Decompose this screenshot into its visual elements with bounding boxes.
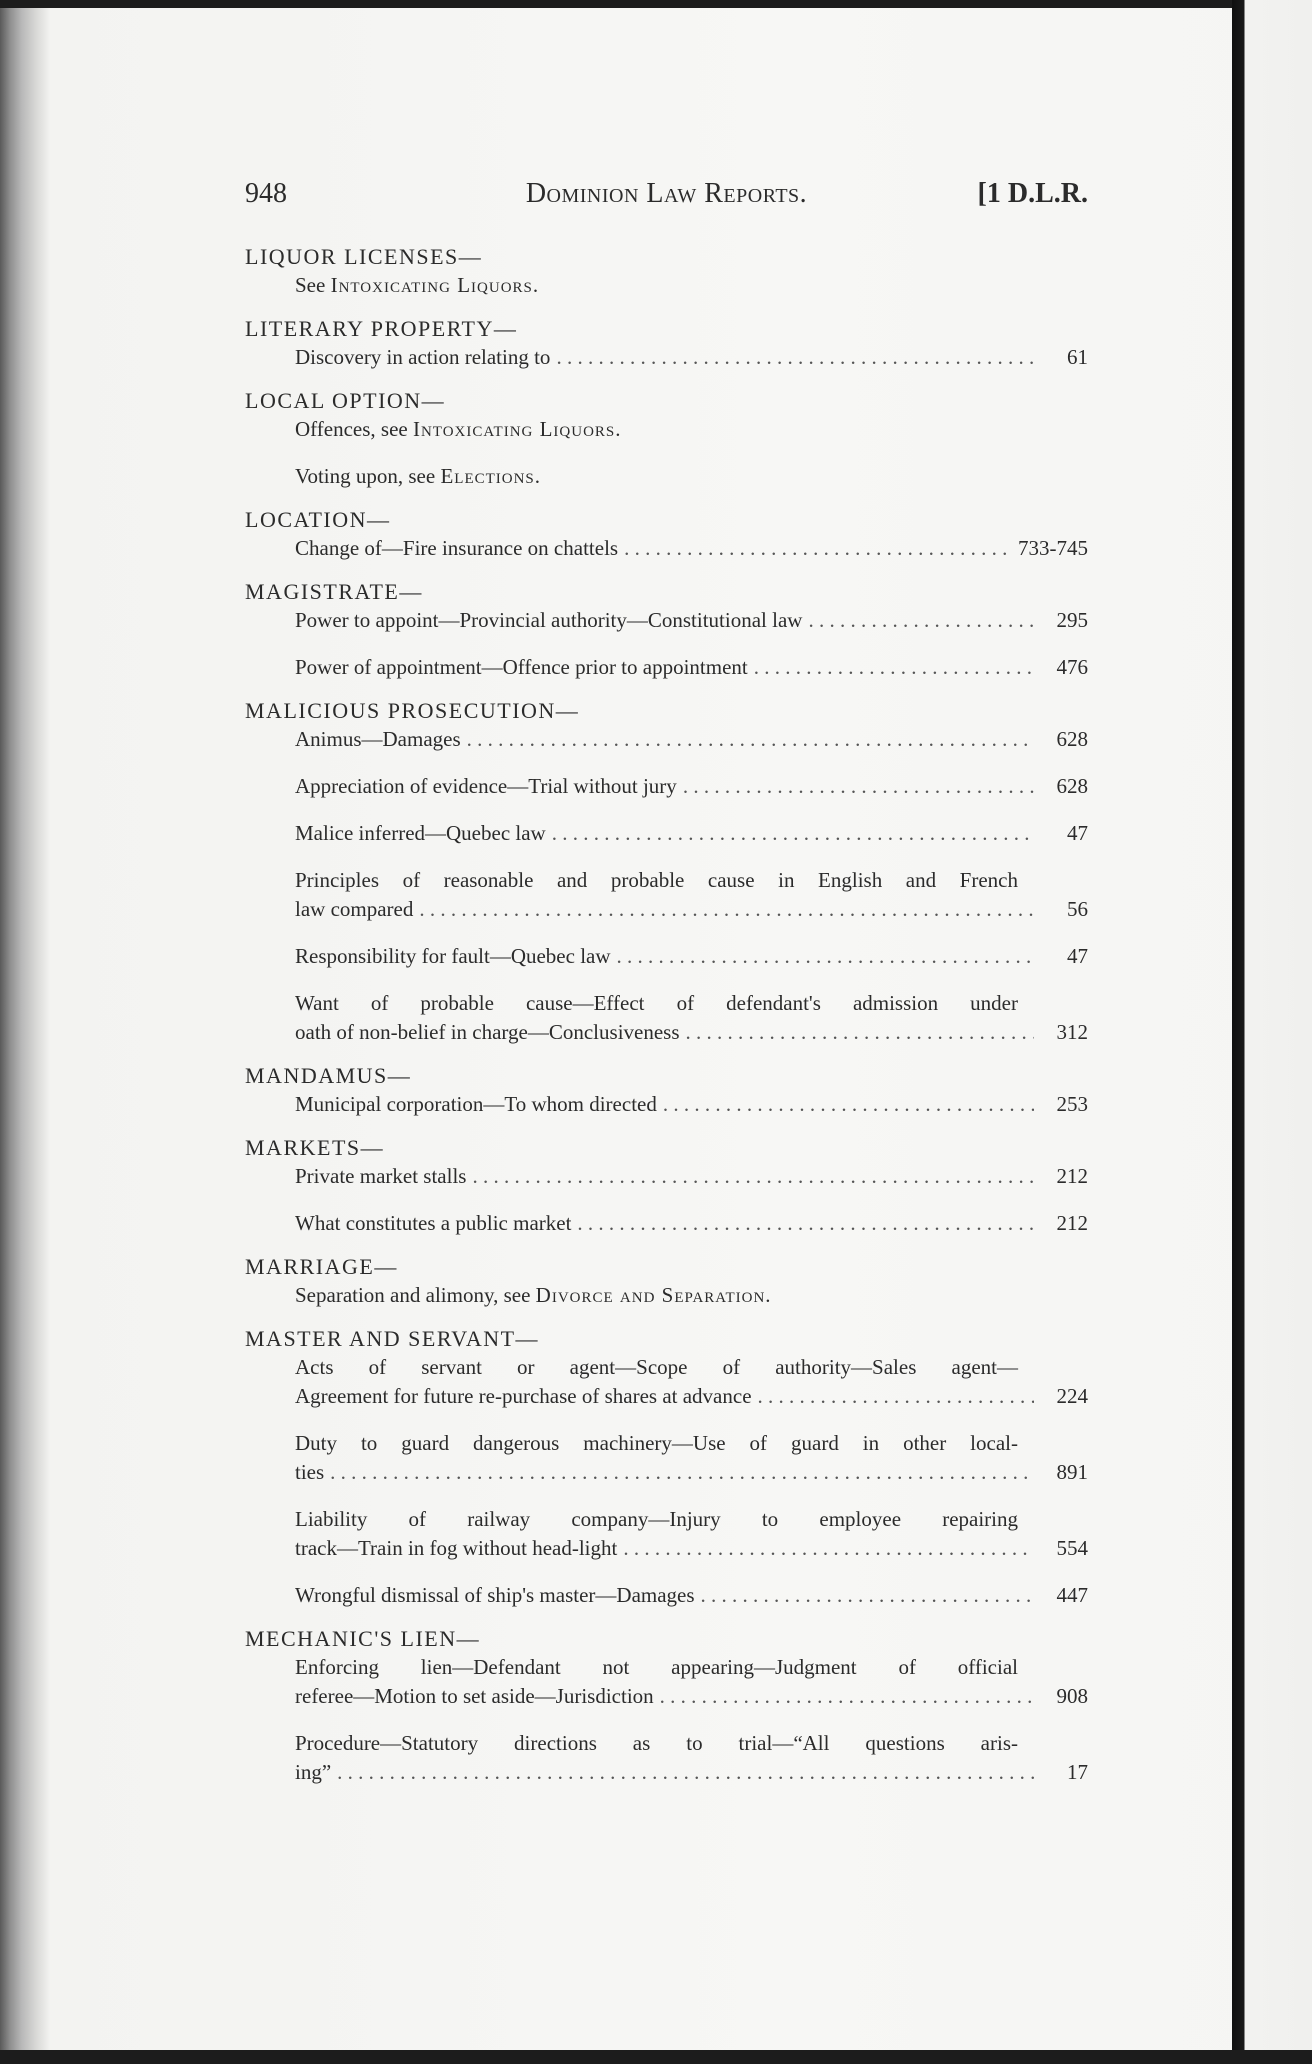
index-subentry xyxy=(295,415,1088,444)
index-subentry xyxy=(295,1581,1088,1610)
index-subentry xyxy=(295,866,1088,924)
index-heading: LIQUOR LICENSES— xyxy=(245,244,483,269)
subentry-text: See Intoxicating Liquors. xyxy=(295,273,540,297)
subentry-text: ties xyxy=(295,1460,325,1484)
index-subentry xyxy=(295,772,1088,801)
subentry-text: Discovery in action relating to xyxy=(295,345,551,369)
dot-leader xyxy=(686,1018,1034,1047)
subentry-text: Malice inferred—Quebec law xyxy=(295,821,546,845)
page-reference: 47 xyxy=(1067,944,1088,968)
index-subentry xyxy=(295,1353,1088,1411)
subentry-text-line: Want of probable cause—Effect of defendant's admission under xyxy=(295,991,1018,1015)
page-reference: 295 xyxy=(1056,608,1088,632)
dot-leader xyxy=(556,343,1034,372)
subentry-text-line: Duty to guard dangerous machinery—Use of guard in other local- xyxy=(295,1431,1018,1455)
index-heading: MASTER AND SERVANT— xyxy=(245,1326,540,1351)
dot-leader xyxy=(623,1534,1034,1563)
dot-leader xyxy=(419,895,1034,924)
page-reference: 628 xyxy=(1056,774,1088,798)
page-reference: 224 xyxy=(1056,1384,1088,1408)
subentry-text: track—Train in fog without head-light xyxy=(295,1536,618,1560)
index-subentry xyxy=(295,1505,1088,1563)
subentry-text: oath of non-belief in charge—Conclusiveness xyxy=(295,1020,680,1044)
index-subentry xyxy=(295,725,1088,754)
cross-reference: Intoxicating Liquors. xyxy=(330,273,540,297)
subentry-text: referee—Motion to set aside—Jurisdiction xyxy=(295,1684,654,1708)
facing-page-edge xyxy=(1232,0,1312,2064)
dot-leader xyxy=(683,772,1034,801)
page-reference: 253 xyxy=(1056,1092,1088,1116)
index-heading: MECHANIC'S LIEN— xyxy=(245,1626,481,1651)
index-heading: MARRIAGE— xyxy=(245,1254,398,1279)
index-subentry xyxy=(295,1162,1088,1191)
subentry-text-line: Principles of reasonable and probable cause in English and French xyxy=(295,868,1018,892)
subentry-text-line: Procedure—Statutory directions as to trial—“All questions aris- xyxy=(295,1731,1018,1755)
page-reference: 476 xyxy=(1056,655,1088,679)
page-reference: 61 xyxy=(1067,345,1088,369)
page-reference: 312 xyxy=(1056,1020,1088,1044)
dot-leader xyxy=(467,725,1034,754)
index-subentry xyxy=(295,462,1088,491)
page-number: 948 xyxy=(245,178,287,209)
index-heading: MALICIOUS PROSECUTION— xyxy=(245,698,580,723)
subentry-text: Power of appointment—Offence prior to appointment xyxy=(295,655,748,679)
index-subentry xyxy=(295,343,1088,372)
index-subentry xyxy=(295,653,1088,682)
cross-reference: Intoxicating Liquors. xyxy=(412,417,622,441)
subentry-text: Animus—Damages xyxy=(295,727,461,751)
dot-leader xyxy=(758,1382,1034,1411)
subentry-text: Separation and alimony, see Divorce and Separation. xyxy=(295,1283,772,1307)
index-subentry xyxy=(295,989,1088,1047)
journal-title: Dominion Law Reports. xyxy=(525,178,808,209)
page-reference: 447 xyxy=(1056,1583,1088,1607)
dot-leader xyxy=(472,1162,1034,1191)
index-entries xyxy=(245,242,1088,1787)
bottom-edge xyxy=(0,2050,1312,2064)
page-reference: 56 xyxy=(1067,897,1088,921)
dot-leader xyxy=(754,653,1034,682)
subentry-text: Appreciation of evidence—Trial without jury xyxy=(295,774,677,798)
page-reference: 47 xyxy=(1067,821,1088,845)
index-heading: LOCAL OPTION— xyxy=(245,388,446,413)
page-reference: 628 xyxy=(1056,727,1088,751)
index-subentry xyxy=(295,606,1088,635)
index-subentry xyxy=(295,534,1088,563)
index-subentry xyxy=(295,1429,1088,1487)
subentry-text: Power to appoint—Provincial authority—Constitutional law xyxy=(295,608,803,632)
page-reference: 908 xyxy=(1056,1684,1088,1708)
dot-leader xyxy=(808,606,1034,635)
dot-leader xyxy=(577,1209,1034,1238)
index-subentry xyxy=(295,942,1088,971)
dot-leader xyxy=(701,1581,1034,1610)
index-heading: MAGISTRATE— xyxy=(245,579,423,604)
index-subentry xyxy=(295,271,1088,300)
subentry-text: Change of—Fire insurance on chattels xyxy=(295,536,619,560)
subentry-text: ing” xyxy=(295,1760,332,1784)
dot-leader xyxy=(663,1090,1034,1119)
cross-reference: Divorce and Separation. xyxy=(535,1283,772,1307)
index-subentry xyxy=(295,819,1088,848)
top-edge xyxy=(0,0,1312,8)
page-reference: 554 xyxy=(1056,1536,1088,1560)
subentry-text: Voting upon, see Elections. xyxy=(295,464,542,488)
subentry-text-line: Liability of railway company—Injury to employee repairing xyxy=(295,1507,1018,1531)
dot-leader xyxy=(624,534,1012,563)
running-header xyxy=(245,178,1088,218)
dot-leader xyxy=(660,1682,1034,1711)
index-subentry xyxy=(295,1653,1088,1711)
index-subentry xyxy=(295,1209,1088,1238)
dot-leader xyxy=(337,1758,1034,1787)
index-subentry xyxy=(295,1281,1088,1310)
subentry-text: What constitutes a public market xyxy=(295,1211,572,1235)
index-subentry xyxy=(295,1090,1088,1119)
dot-leader xyxy=(330,1458,1034,1487)
dot-leader xyxy=(552,819,1034,848)
subentry-text: law compared xyxy=(295,897,414,921)
index-heading: LITERARY PROPERTY— xyxy=(245,316,518,341)
subentry-text-line: Enforcing lien—Defendant not appearing—Judgment of official xyxy=(295,1655,1018,1679)
index-heading: MANDAMUS— xyxy=(245,1063,412,1088)
dot-leader xyxy=(617,942,1034,971)
subentry-text: Agreement for future re-purchase of shares at advance xyxy=(295,1384,752,1408)
page-reference: 891 xyxy=(1056,1460,1088,1484)
subentry-text: Responsibility for fault—Quebec law xyxy=(295,944,611,968)
subentry-text: Offences, see Intoxicating Liquors. xyxy=(295,417,622,441)
subentry-text: Private market stalls xyxy=(295,1164,467,1188)
subentry-text-line: Acts of servant or agent—Scope of authority—Sales agent— xyxy=(295,1355,1018,1379)
index-subentry xyxy=(295,1729,1088,1787)
volume-label: [1 D.L.R. xyxy=(977,178,1088,209)
subentry-text: Wrongful dismissal of ship's master—Damages xyxy=(295,1583,695,1607)
index-heading: LOCATION— xyxy=(245,507,391,532)
page-reference: 212 xyxy=(1056,1211,1088,1235)
page-content xyxy=(245,178,1088,1787)
subentry-text: Municipal corporation—To whom directed xyxy=(295,1092,657,1116)
page-reference: 212 xyxy=(1056,1164,1088,1188)
page-reference: 733-745 xyxy=(1018,536,1088,560)
cross-reference: Elections. xyxy=(440,464,542,488)
page-reference: 17 xyxy=(1067,1760,1088,1784)
index-heading: MARKETS— xyxy=(245,1135,385,1160)
